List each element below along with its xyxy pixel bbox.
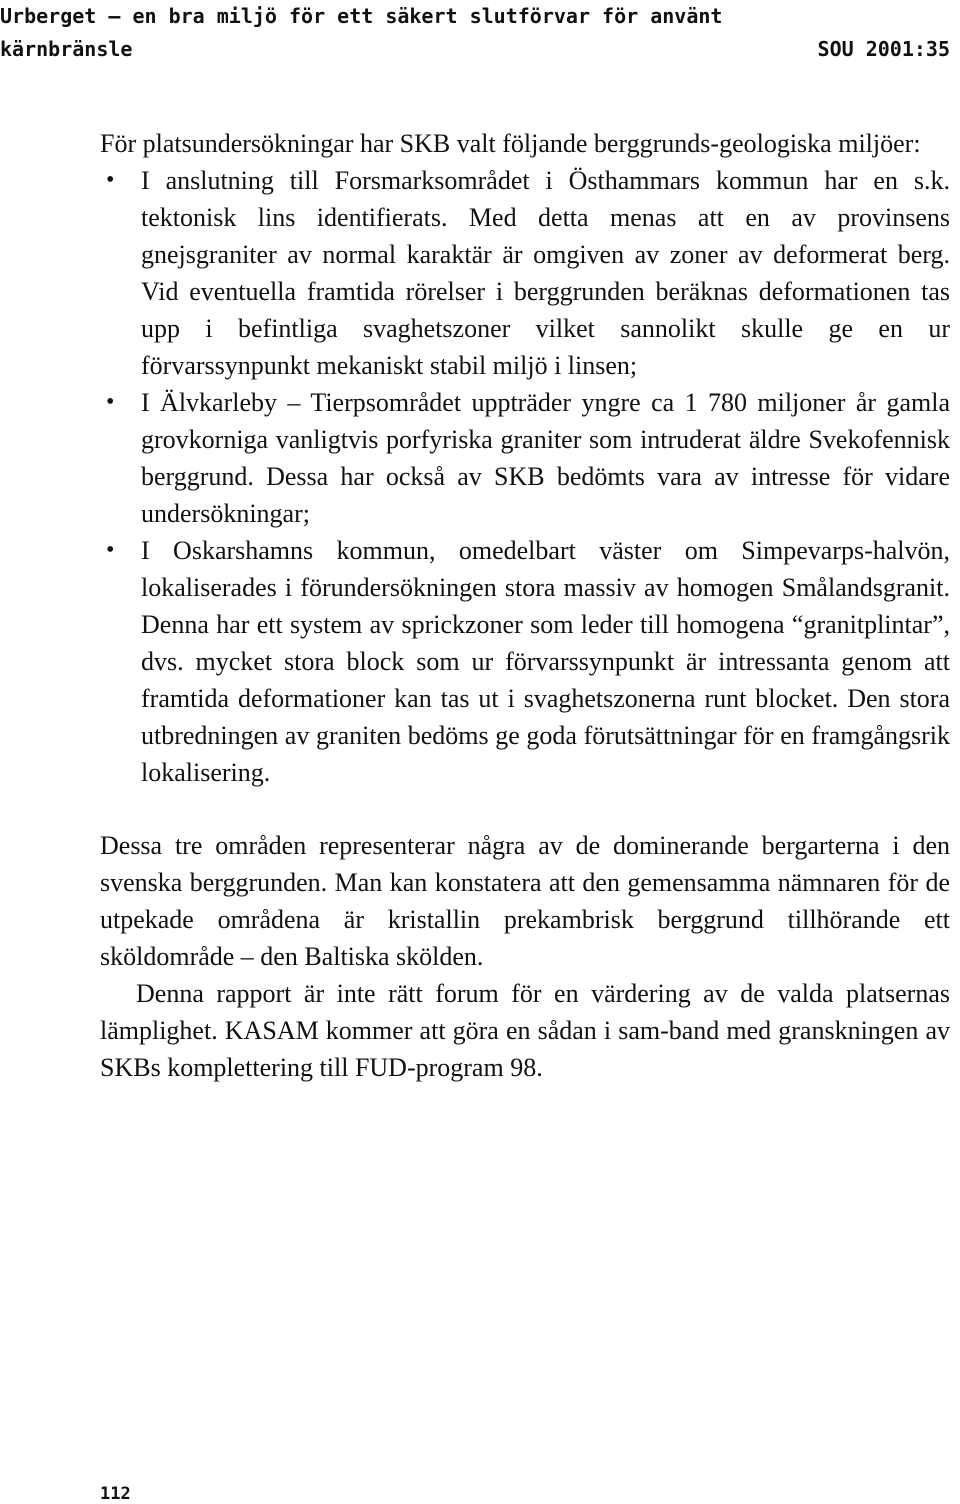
body-paragraph-2: Denna rapport är inte rätt forum för en värdering av de valda platsernas lämplighet. KASAM kommer att göra en sådan i sam-band med granskningen av SKBs komplettering till FUD-program 98. (100, 979, 950, 1082)
header-title-text: Urberget – en bra miljö för ett säkert slutförvar för använt (0, 4, 723, 28)
body-paragraph-1: Dessa tre områden representerar några av de dominerande bergarterna i den svenska berggrunden. Man kan konstatera att den gemensamma nämnaren för de utpekade områdena är kristallin prekambrisk berggrund tillhörande ett sköldområde – den Baltiska skölden. (100, 831, 950, 971)
page-body (100, 125, 950, 1086)
page-number: 112 (100, 1484, 131, 1504)
list-item-oskarshamn (100, 532, 950, 791)
header-title-line1 (0, 0, 960, 33)
running-header (0, 0, 960, 66)
list-item-alvkarleby (100, 384, 950, 532)
bullet-icon: • (106, 537, 115, 563)
list-item-forsmark (100, 162, 950, 384)
header-title-line2 (0, 33, 960, 66)
list-item-text: I Älvkarleby – Tierpsområdet uppträder yngre ca 1 780 miljoner år gamla grovkorniga vanligtvis porfyriska graniter som intruderat äldre Svekofennisk berggrund. Dessa har också av SKB bedömts vara av intresse för vidare undersökningar; (141, 388, 950, 528)
bullet-icon: • (106, 389, 115, 415)
report-id: SOU 2001:35 (817, 37, 950, 61)
list-item-text: I anslutning till Forsmarksområdet i Östhammars kommun har en s.k. tektonisk lins identifierats. Med detta menas att en av provinsens gnejsgraniter av normal karaktär är omgiven av zoner av deformerat berg. Vid eventuella framtida rörelser i berggrunden beräknas deformationen tas upp i befintliga svaghetszoner vilket sannolikt skulle ge en ur förvarssynpunkt mekaniskt stabil miljö i linsen; (141, 166, 950, 380)
site-list (100, 162, 950, 791)
intro-paragraph: För platsundersökningar har SKB valt följande berggrunds-geologiska miljöer: (100, 129, 921, 158)
bullet-icon: • (106, 167, 115, 193)
header-title-continued: kärnbränsle (0, 37, 133, 61)
list-item-text: I Oskarshamns kommun, omedelbart väster om Simpevarps-halvön, lokaliserades i förundersökningen stora massiv av homogen Smålandsgranit. Denna har ett system av sprickzoner som leder till homogena “granitplintar”, dvs. mycket stora block som ur förvarssynpunkt är intressanta genom att framtida deformationer kan tas ut i svaghetszonerna runt blocket. Den stora utbredningen av graniten bedöms ge goda förutsättningar för en framgångsrik lokalisering. (141, 536, 950, 787)
